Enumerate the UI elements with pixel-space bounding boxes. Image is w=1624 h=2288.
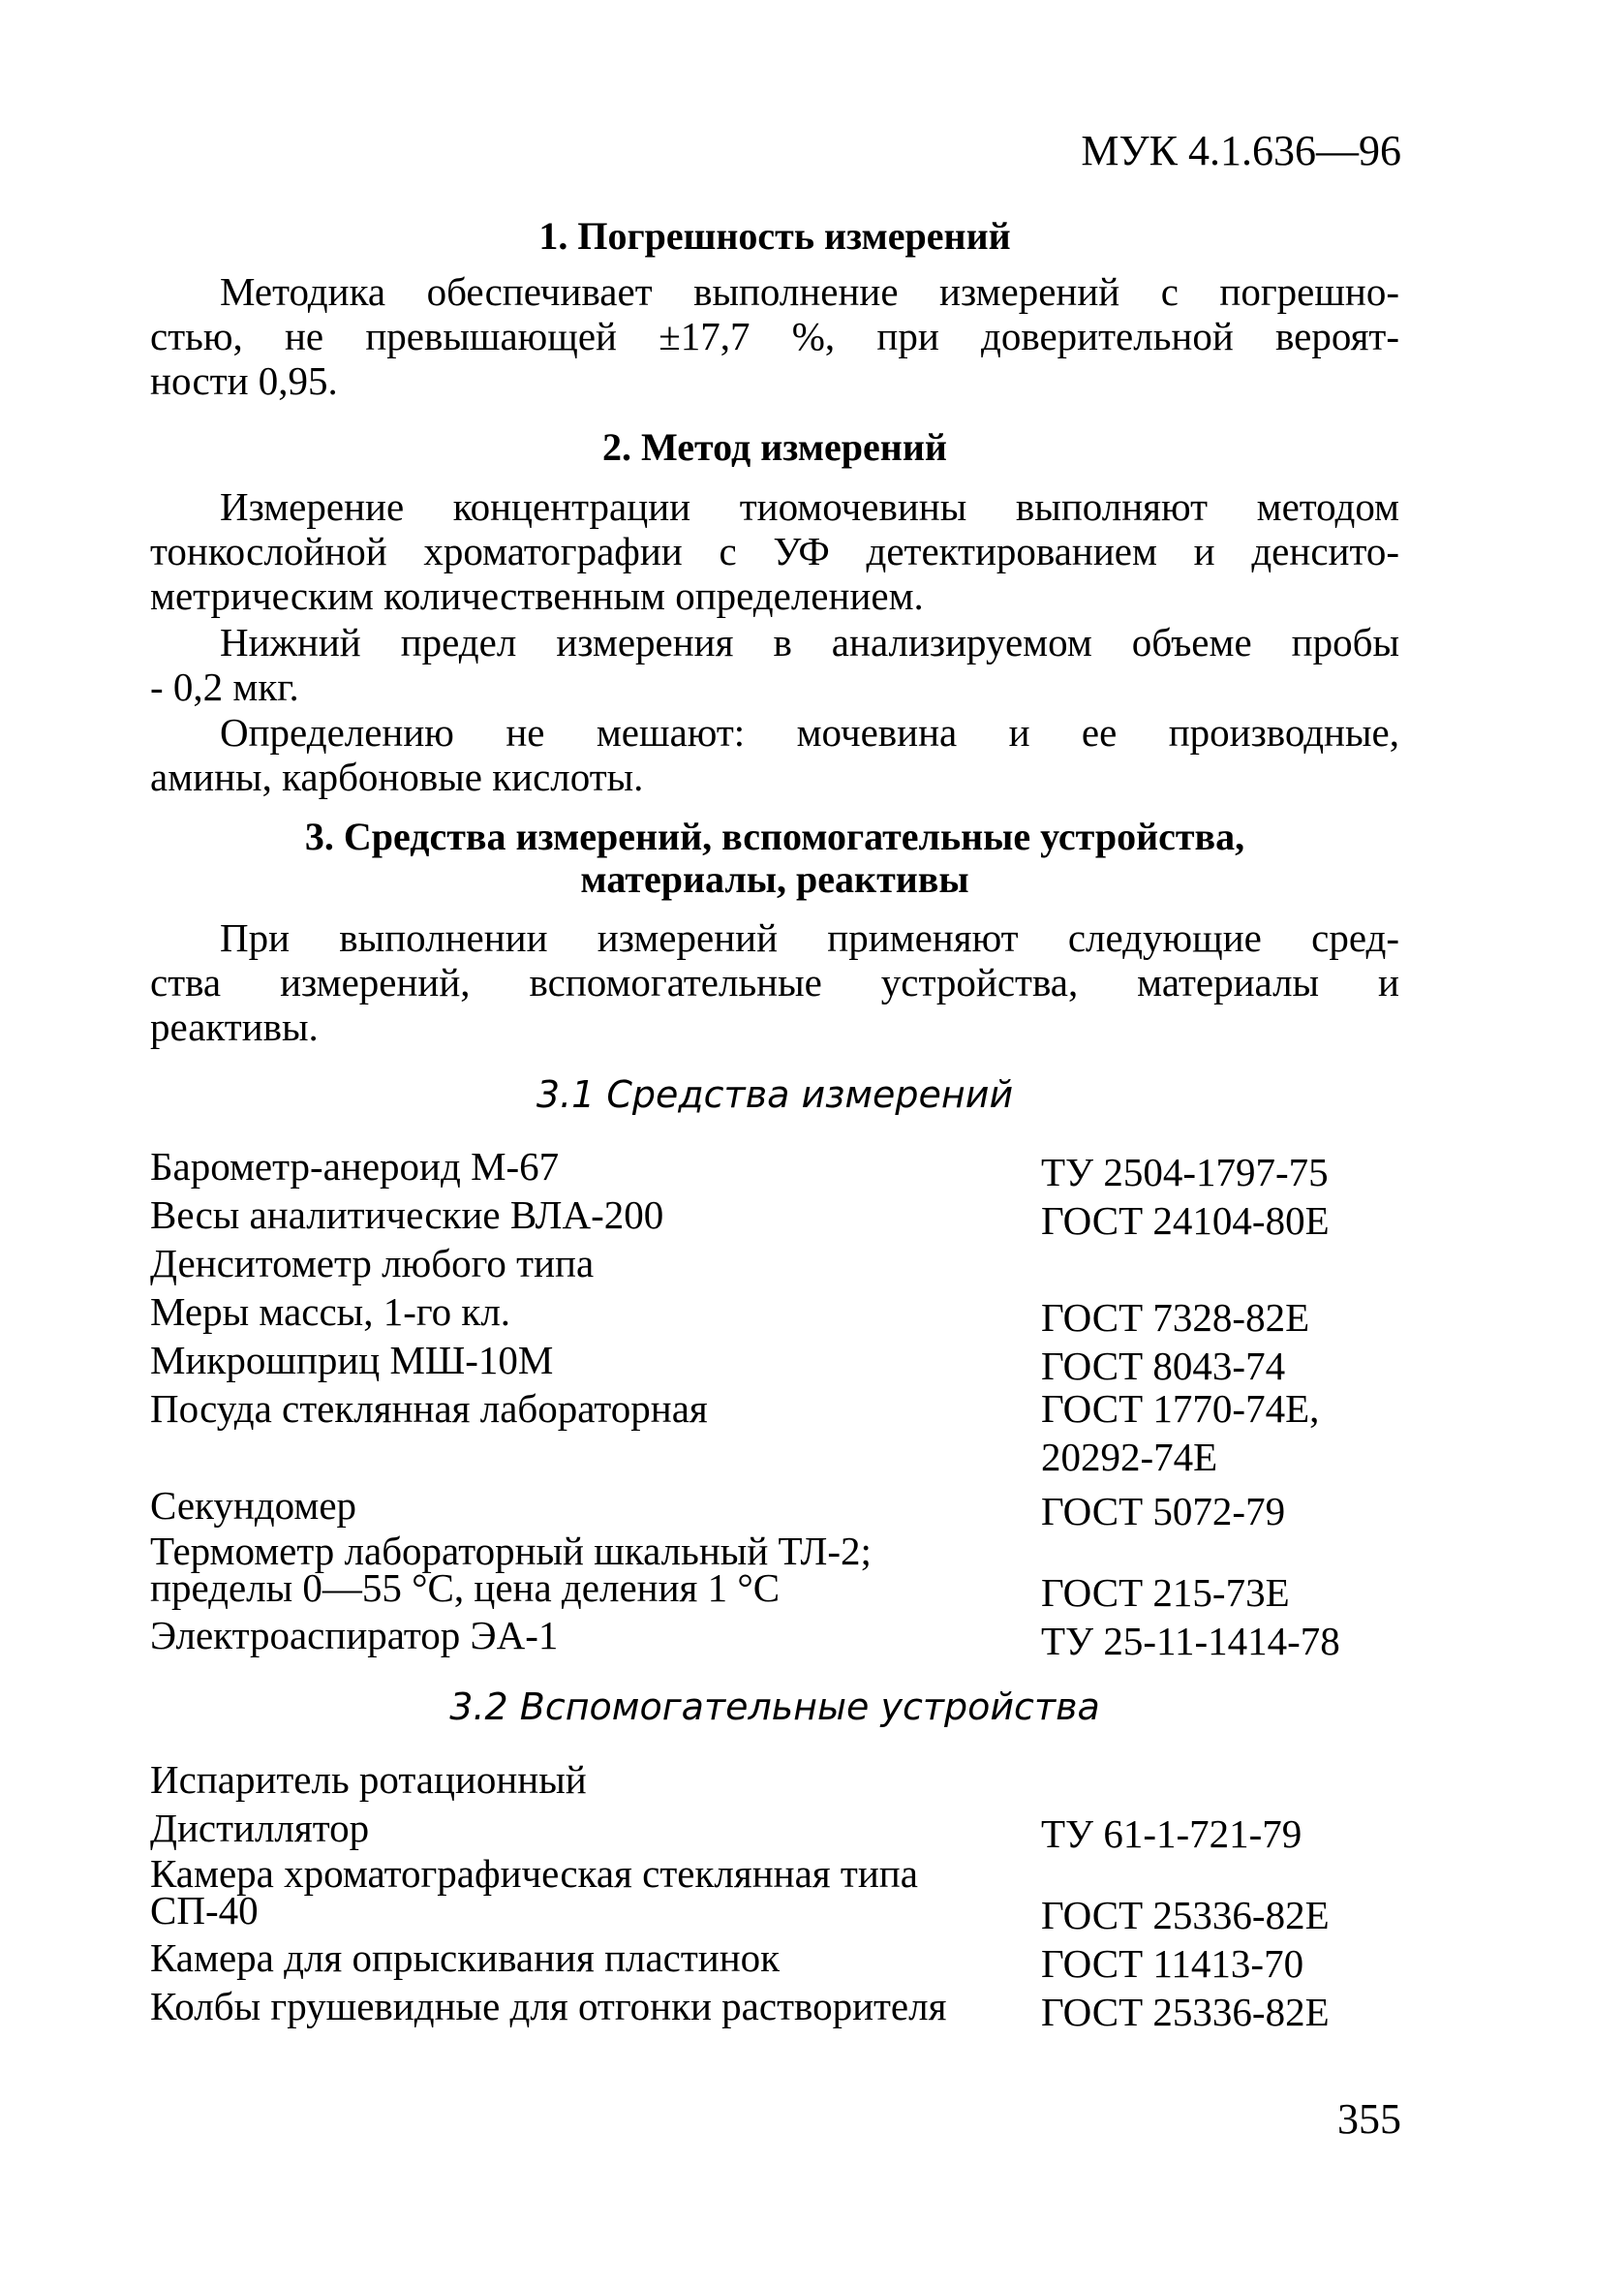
item-name-line-1: Камера хроматографическая стеклянная типа [150, 1851, 918, 1896]
item-name: Посуда стеклянная лабораторная [150, 1386, 708, 1431]
item-standard: ГОСТ 11413-70 [1041, 1941, 1304, 1986]
list-item [150, 1807, 1409, 1855]
measuring-instruments-list [150, 1145, 1409, 1662]
section-3-heading-line-2: материалы, реактивы [580, 857, 969, 901]
section-2-paragraph-1 [150, 484, 1399, 618]
subsection-3-2-heading: 3.2 Вспомогательные устройства [449, 1685, 1100, 1728]
item-standard: ГОСТ 8043-74 [1041, 1344, 1286, 1388]
item-standard: ТУ 25-11-1414-78 [1041, 1619, 1340, 1663]
item-standard: ГОСТ 7328-82Е [1041, 1295, 1310, 1340]
text-line: Методика обеспечивает выполнение измерений с погрешно- [220, 269, 1399, 314]
item-standard: ГОСТ 215-73Е [1041, 1570, 1290, 1615]
list-item [150, 1985, 1409, 2033]
list-item [150, 1193, 1409, 1242]
list-item [150, 1290, 1409, 1339]
list-item [150, 1614, 1409, 1662]
item-name [150, 1851, 1022, 1932]
list-item [150, 1529, 1409, 1615]
item-standard: ГОСТ 5072-79 [1041, 1489, 1286, 1533]
text-line: - 0,2 мкг. [150, 665, 299, 709]
text-line: стью, не превышающей ±17,7 %, при доверительной вероят- [150, 314, 1399, 358]
text-line: Определению не мешают: мочевина и ее производные, [220, 710, 1399, 755]
list-item [150, 1936, 1409, 1985]
text-line: При выполнении измерений применяют следующие сред- [220, 915, 1399, 960]
text-line: Нижний предел измерения в анализируемом объеме пробы [220, 620, 1399, 665]
item-standard [1041, 1387, 1319, 1478]
item-name: Колбы грушевидные для отгонки растворителя [150, 1984, 947, 2028]
list-item [150, 1387, 1409, 1484]
item-standard: ГОСТ 24104-80Е [1041, 1198, 1330, 1243]
text-line: ности 0,95. [150, 358, 338, 403]
section-1-heading: 1. Погрешность измерений [538, 214, 1011, 258]
item-name: Камера для опрыскивания пластинок [150, 1935, 781, 1980]
item-name-line-2: СП-40 [150, 1888, 259, 1932]
list-item [150, 1484, 1409, 1532]
item-standard-line-2: 20292-74Е [1041, 1435, 1218, 1479]
item-standard: ГОСТ 25336-82Е [1041, 1990, 1330, 2034]
item-name: Денситометр любого типа [150, 1241, 595, 1285]
item-name: Микрошприц МШ-10М [150, 1338, 554, 1382]
item-name: Испаритель ротационный [150, 1757, 587, 1802]
list-item [150, 1758, 1409, 1807]
item-name [150, 1529, 1022, 1610]
section-1-text [150, 269, 1399, 403]
item-standard: ТУ 2504-1797-75 [1041, 1150, 1329, 1194]
item-name: Секундомер [150, 1483, 357, 1528]
text-line: Измерение концентрации тиомочевины выполняют методом [220, 484, 1399, 529]
page-number: 355 [1337, 2095, 1401, 2143]
item-name-line-2: пределы 0—55 °С, цена деления 1 °С [150, 1565, 781, 1610]
section-3-heading [150, 816, 1399, 901]
list-item [150, 1851, 1409, 1937]
document-code: МУК 4.1.636—96 [1081, 127, 1401, 174]
item-name: Весы аналитические ВЛА-200 [150, 1192, 664, 1237]
item-name: Меры массы, 1-го кл. [150, 1289, 511, 1334]
section-3-heading-line-1: 3. Средства измерений, вспомогательные устройства, [304, 815, 1245, 858]
item-standard: ГОСТ 25336-82Е [1041, 1893, 1330, 1937]
item-name: Дистиллятор [150, 1806, 370, 1850]
item-name-line-1: Термометр лабораторный шкальный ТЛ-2; [150, 1529, 872, 1573]
item-standard-line-1: ГОСТ 1770-74Е, [1041, 1386, 1320, 1431]
text-line: тонкослойной хроматографии с УФ детектированием и денсито- [150, 529, 1399, 573]
subsection-3-1-heading: 3.1 Средства измерений [536, 1073, 1014, 1116]
text-line: метрическим количественным определением. [150, 573, 924, 618]
section-2-paragraph-2 [150, 620, 1399, 709]
section-2-heading: 2. Метод измерений [602, 425, 947, 469]
section-2-paragraph-3 [150, 710, 1399, 799]
item-standard: ТУ 61-1-721-79 [1041, 1811, 1302, 1856]
list-item [150, 1145, 1409, 1193]
auxiliary-devices-list [150, 1758, 1409, 2033]
text-line: ства измерений, вспомогательные устройства, материалы и [150, 960, 1399, 1005]
item-name: Барометр-анероид М-67 [150, 1144, 560, 1189]
list-item [150, 1339, 1409, 1387]
section-3-text [150, 915, 1399, 1049]
item-name: Электроаспиратор ЭА-1 [150, 1613, 559, 1657]
text-line: реактивы. [150, 1005, 319, 1049]
text-line: амины, карбоновые кислоты. [150, 755, 644, 799]
list-item [150, 1242, 1409, 1290]
